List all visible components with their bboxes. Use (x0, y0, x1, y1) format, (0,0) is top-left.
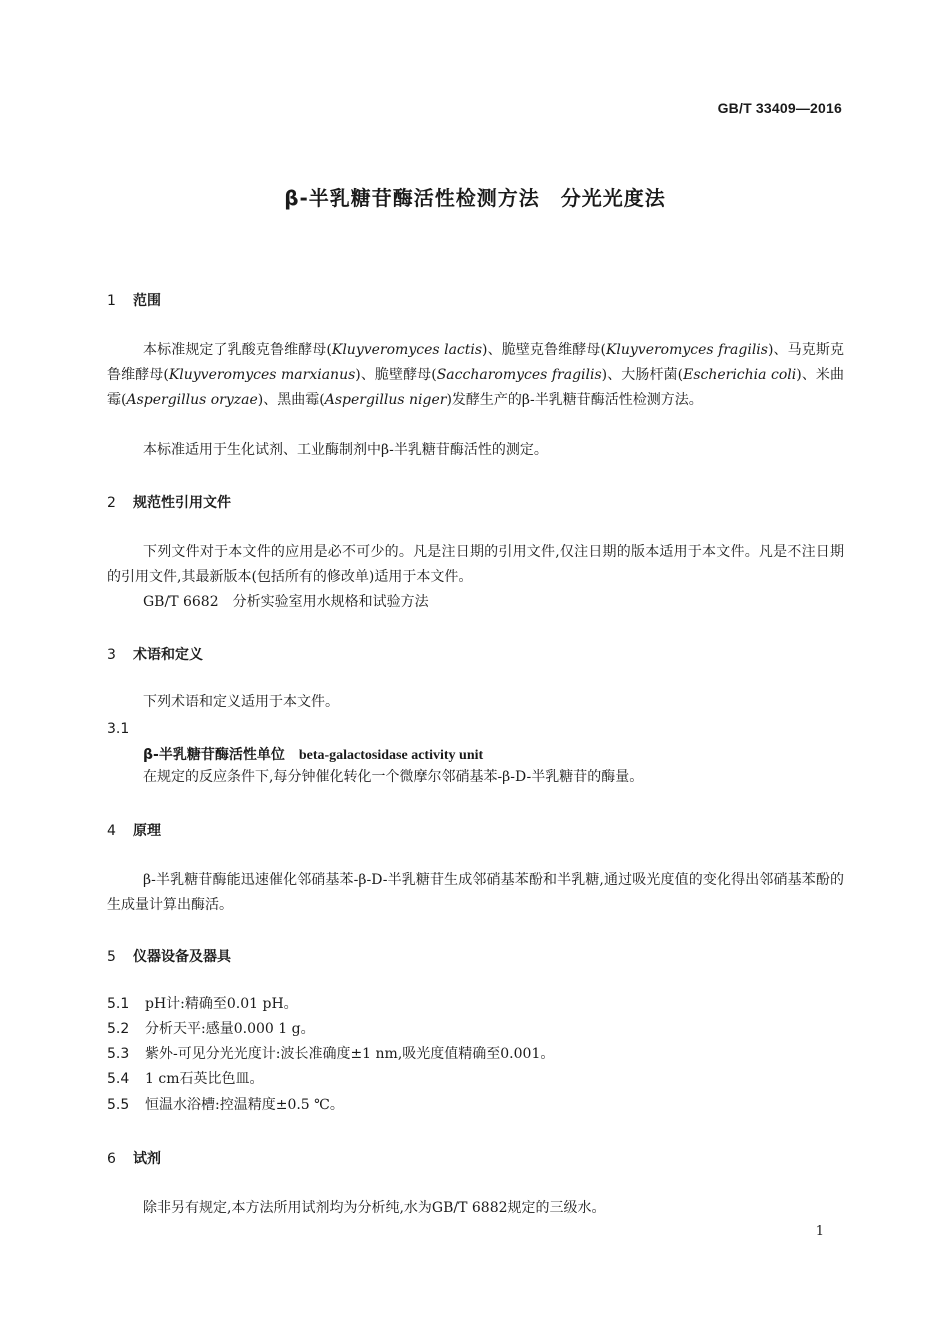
species-name: Aspergillus niger (324, 392, 447, 408)
text-run: )、米曲霉( (107, 367, 844, 408)
section-title: 仪器设备及器具 (133, 949, 231, 965)
section-title: 术语和定义 (133, 647, 203, 663)
list-item (107, 1044, 554, 1064)
text-run: )、黑曲霉( (257, 392, 325, 408)
item-number: 5.2 (107, 1021, 130, 1037)
item-text: 1 cm石英比色皿。 (145, 1071, 264, 1087)
section-number: 1 (107, 293, 116, 309)
section-6-heading (107, 1148, 161, 1168)
section-number: 3 (107, 647, 116, 663)
section-1-heading (107, 290, 161, 310)
text-run: )、大肠杆菌( (601, 367, 684, 383)
text-run: )、马克斯克鲁维酵母( (107, 342, 844, 383)
section-1-paragraph-2: 本标准适用于生化试剂、工业酶制剂中β-半乳糖苷酶活性的测定。 (143, 442, 548, 458)
text-run: 本标准规定了乳酸克鲁维酵母( (143, 342, 332, 358)
term-entry (143, 744, 483, 764)
section-2-paragraph-1: 下列文件对于本文件的应用是必不可少的。凡是注日期的引用文件,仅注日期的版本适用于本文件。凡是不注日期的引用文件,其最新版本(包括所有的修改单)适用于本文件。 (107, 544, 844, 585)
section-3-paragraph-1: 下列术语和定义适用于本文件。 (143, 694, 339, 710)
section-3-heading (107, 644, 203, 664)
item-number: 5.5 (107, 1097, 130, 1113)
section-title: 范围 (133, 293, 161, 309)
species-name: Kluyveromyces marxianus (168, 367, 356, 383)
list-item (107, 1069, 263, 1089)
list-item (107, 1019, 315, 1039)
section-title: 试剂 (133, 1151, 161, 1167)
item-text: 分析天平:感量0.000 1 g。 (145, 1021, 315, 1037)
species-name: Saccharomyces fragilis (436, 367, 602, 383)
section-number: 5 (107, 949, 116, 965)
species-name: Kluyveromyces lactis (331, 342, 483, 358)
item-number: 5.4 (107, 1071, 130, 1087)
species-name: Aspergillus oryzae (126, 392, 258, 408)
list-item (107, 994, 298, 1014)
list-item (107, 1095, 344, 1115)
section-4-heading (107, 820, 161, 840)
text-run: )发酵生产的β-半乳糖苷酶活性检测方法。 (446, 392, 703, 408)
section-1-paragraph-1 (107, 338, 844, 413)
species-name: Kluyveromyces fragilis (605, 342, 768, 358)
item-number: 5.1 (107, 996, 130, 1012)
page-number: 1 (815, 1224, 824, 1239)
item-text: 紫外-可见分光光度计:波长准确度±1 nm,吸光度值精确至0.001。 (145, 1046, 555, 1062)
document-title: β-半乳糖苷酶活性检测方法 分光光度法 (284, 186, 666, 210)
section-number: 6 (107, 1151, 116, 1167)
term-english: beta-galactosidase activity unit (298, 748, 484, 763)
section-title: 原理 (133, 823, 161, 839)
section-number: 2 (107, 495, 116, 511)
species-name: Escherichia coli (683, 367, 797, 383)
section-5-heading (107, 946, 231, 966)
term-chinese: β-半乳糖苷酶活性单位 (143, 747, 285, 763)
section-6-paragraph-1: 除非另有规定,本方法所用试剂均为分析纯,水为GB/T 6882规定的三级水。 (143, 1200, 606, 1216)
term-definition: 在规定的反应条件下,每分钟催化转化一个微摩尔邻硝基苯-β-D-半乳糖苷的酶量。 (143, 769, 644, 785)
standard-code: GB/T 33409—2016 (717, 100, 842, 116)
item-text: pH计:精确至0.01 pH。 (145, 996, 298, 1012)
text-run: )、脆壁酵母( (355, 367, 437, 383)
section-number: 4 (107, 823, 116, 839)
section-title: 规范性引用文件 (133, 495, 231, 511)
section-2-heading (107, 492, 231, 512)
item-text: 恒温水浴槽:控温精度±0.5 ℃。 (145, 1097, 344, 1113)
subsection-number: 3.1 (107, 721, 130, 737)
text-run: )、脆壁克鲁维酵母( (482, 342, 606, 358)
normative-reference: GB/T 6682 分析实验室用水规格和试验方法 (143, 594, 429, 610)
section-4-paragraph-1: β-半乳糖苷酶能迅速催化邻硝基苯-β-D-半乳糖苷生成邻硝基苯酚和半乳糖,通过吸光度值的变化得出邻硝基苯酚的生成量计算出酶活。 (107, 872, 844, 913)
item-number: 5.3 (107, 1046, 130, 1062)
